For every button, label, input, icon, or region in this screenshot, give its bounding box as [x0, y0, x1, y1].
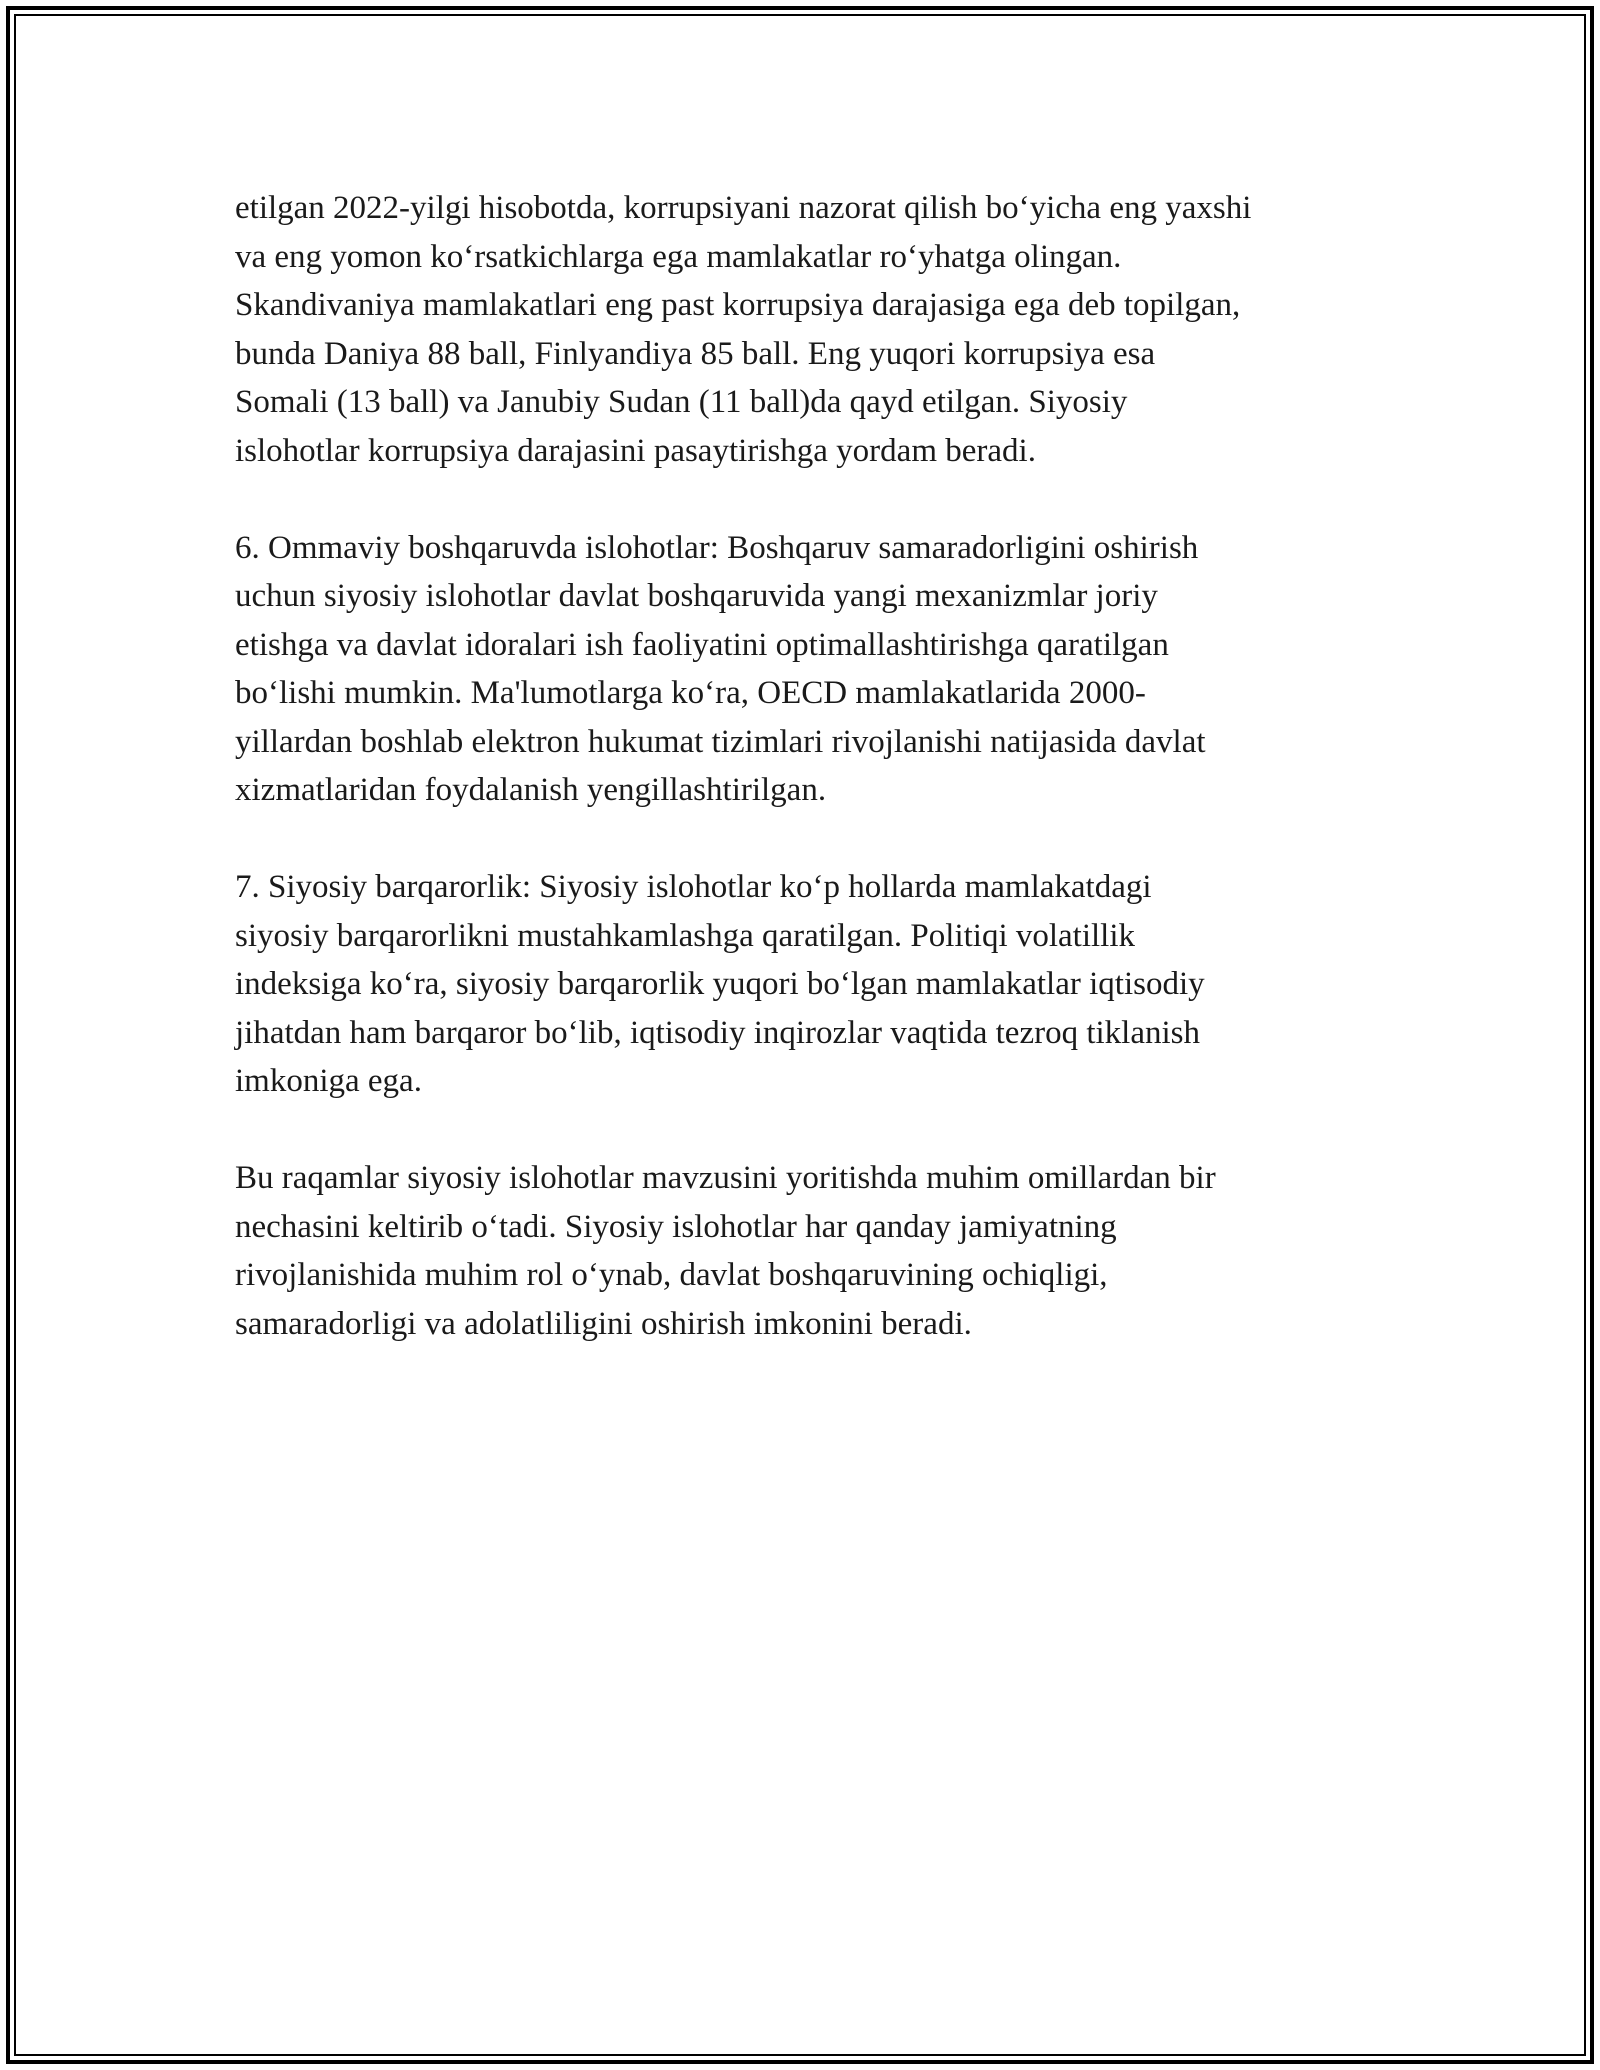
text-line: indeksiga koʻra, siyosiy barqarorlik yuqori boʻlgan mamlakatlar iqtisodiy	[235, 966, 1205, 1002]
text-line: imkoniga ega.	[235, 1063, 422, 1099]
page-content	[235, 184, 1395, 1397]
text-line: Bu raqamlar siyosiy islohotlar mavzusini yoritishda muhim omillardan bir	[235, 1160, 1216, 1196]
text-line: 7. Siyosiy barqarorlik: Siyosiy islohotlar koʻp hollarda mamlakatdagi	[235, 869, 1152, 905]
text-line: etishga va davlat idoralari ish faoliyatini optimallashtirishga qaratilgan	[235, 626, 1169, 663]
text-line: etilgan 2022-yilgi hisobotda, korrupsiyani nazorat qilish boʻyicha eng yaxshi	[235, 190, 1252, 226]
paragraph-conclusion	[235, 1154, 1395, 1348]
paragraph-political-stability	[235, 863, 1395, 1106]
text-line: samaradorligi va adolatliligini oshirish imkonini beradi.	[235, 1305, 972, 1342]
text-line: boʻlishi mumkin. Ma'lumotlarga koʻra, OECD mamlakatlarida 2000-	[235, 675, 1146, 711]
text-line: uchun siyosiy islohotlar davlat boshqaruvida yangi mexanizmlar joriy	[235, 578, 1158, 614]
text-line: islohotlar korrupsiya darajasini pasaytirishga yordam beradi.	[235, 432, 1036, 469]
text-line: xizmatlaridan foydalanish yengillashtirilgan.	[235, 772, 827, 808]
text-line: va eng yomon koʻrsatkichlarga ega mamlakatlar roʻyhatga olingan.	[235, 238, 1122, 275]
text-line: rivojlanishida muhim rol oʻynab, davlat boshqaruvining ochiqligi,	[235, 1257, 1108, 1293]
paragraph-corruption-index	[235, 184, 1395, 475]
text-line: Somali (13 ball) va Janubiy Sudan (11 ball)da qayd etilgan. Siyosiy	[235, 384, 1128, 420]
text-line: nechasini keltirib oʻtadi. Siyosiy islohotlar har qanday jamiyatning	[235, 1208, 1117, 1245]
text-line: yillardan boshlab elektron hukumat tizimlari rivojlanishi natijasida davlat	[235, 723, 1206, 760]
text-line: jihatdan ham barqaror boʻlib, iqtisodiy inqirozlar vaqtida tezroq tiklanish	[235, 1014, 1200, 1051]
text-line: Skandivaniya mamlakatlari eng past korrupsiya darajasiga ega deb topilgan,	[235, 287, 1241, 323]
text-line: 6. Ommaviy boshqaruvda islohotlar: Boshqaruv samaradorligini oshirish	[235, 529, 1199, 566]
paragraph-public-administration	[235, 524, 1395, 815]
text-line: bunda Daniya 88 ball, Finlyandiya 85 ball. Eng yuqori korrupsiya esa	[235, 335, 1156, 372]
text-line: siyosiy barqarorlikni mustahkamlashga qaratilgan. Politiqi volatillik	[235, 917, 1136, 954]
